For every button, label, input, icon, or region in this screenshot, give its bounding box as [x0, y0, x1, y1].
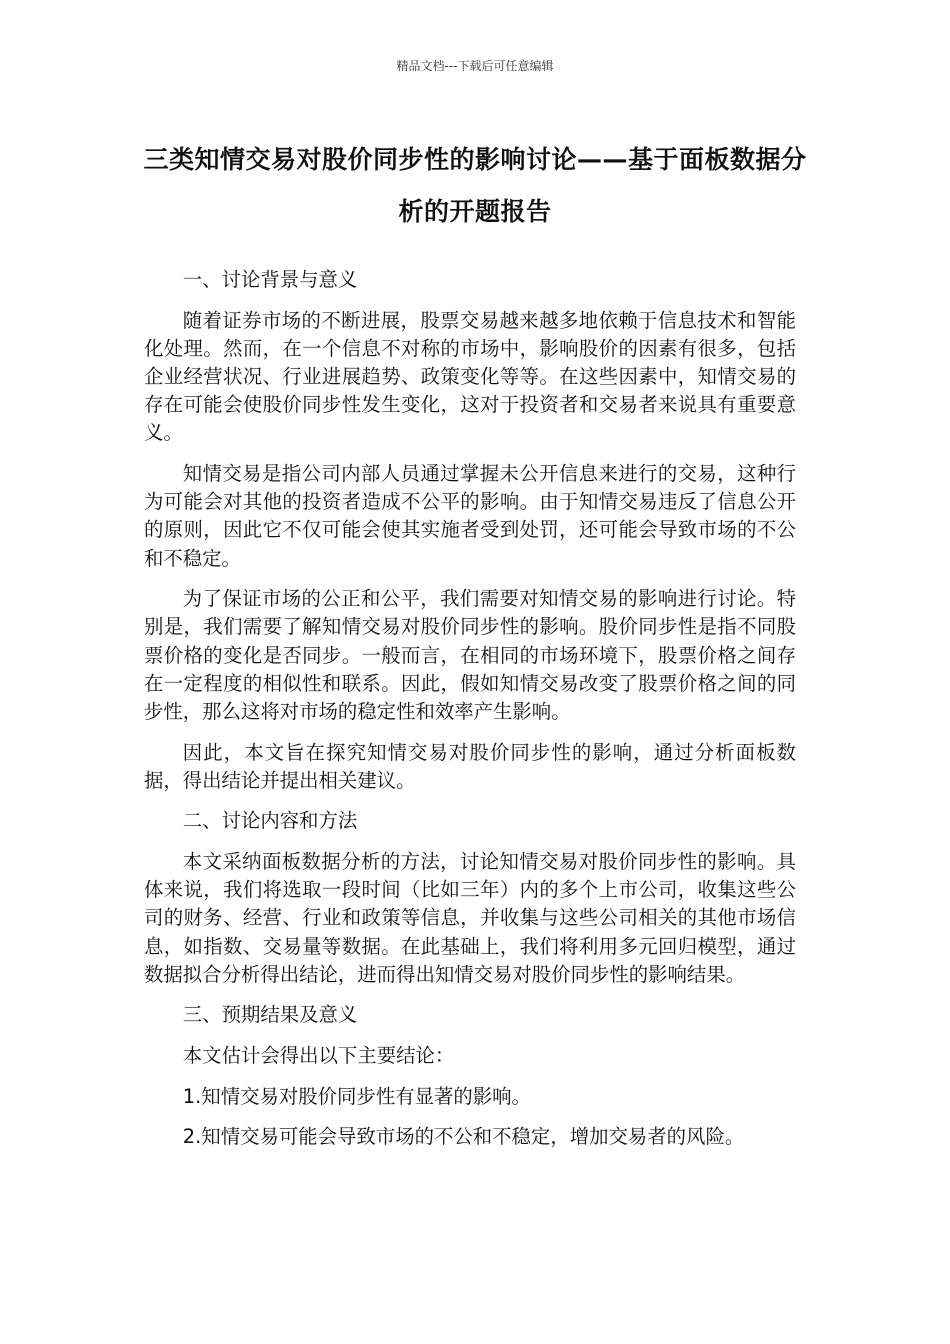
- paragraph: 随着证券市场的不断进展，股票交易越来越多地依赖于信息技术和智能化处理。然而，在一个信息不对称的市场中，影响股价的因素有很多，包括企业经营状况、行业进展趋势、政策变化等等。在这些因素中，知情交易的存在可能会使股价同步性发生变化，这对于投资者和交易者来说具有重要意义。: [144, 308, 796, 445]
- document-body: [144, 266, 796, 1164]
- section-heading-background: 一、讨论背景与意义: [182, 268, 358, 291]
- list-item: 2.知情交易可能会导致市场的不公和不稳定，增加交易者的风险。: [182, 1125, 745, 1149]
- paragraph: 因此，本文旨在探究知情交易对股价同步性的影响，通过分析面板数据，得出结论并提出相关建议。: [144, 740, 796, 792]
- header-note: 精品文档---下载后可任意编辑: [396, 59, 554, 73]
- paragraph: 本文估计会得出以下主要结论：: [182, 1044, 455, 1067]
- section-heading-results: 三、预期结果及意义: [182, 1003, 358, 1027]
- paragraph: 本文采纳面板数据分析的方法，讨论知情交易对股价同步性的影响。具体来说，我们将选取一段时间（比如三年）内的多个上市公司，收集这些公司的财务、经营、行业和政策等信息，并收集与这些公司相关的其他市场信息，如指数、交易量等数据。在此基础上，我们将利用多元回归模型，通过数据拟合分析得出结论，进而得出知情交易对股价同步性的影响结果。: [144, 850, 796, 986]
- document-title: 三类知情交易对股价同步性的影响讨论——基于面板数据分析的开题报告: [143, 145, 807, 226]
- list-item: 1.知情交易对股价同步性有显著的影响。: [182, 1084, 531, 1108]
- section-heading-methods: 二、讨论内容和方法: [182, 809, 358, 833]
- paragraph: 知情交易是指公司内部人员通过掌握未公开信息来进行的交易，这种行为可能会对其他的投资者造成不公平的影响。由于知情交易违反了信息公开的原则，因此它不仅可能会使其实施者受到处罚，还可能会导致市场的不公和不稳定。: [144, 462, 796, 570]
- paragraph: 为了保证市场的公正和公平，我们需要对知情交易的影响进行讨论。特别是，我们需要了解知情交易对股价同步性的影响。股价同步性是指不同股票价格的变化是否同步。一般而言，在相同的市场环境下，股票价格之间存在一定程度的相似性和联系。因此，假如知情交易改变了股票价格之间的同步性，那么这将对市场的稳定性和效率产生影响。: [144, 587, 796, 724]
